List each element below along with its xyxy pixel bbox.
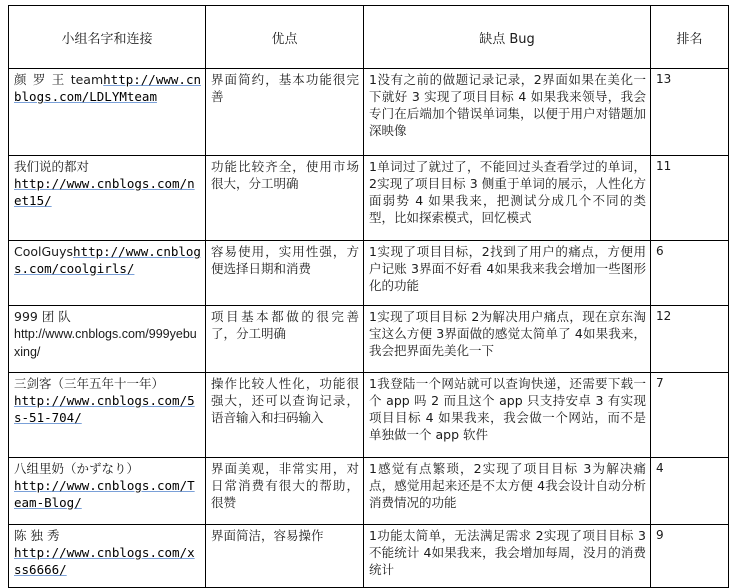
- team-link[interactable]: http://www.cnblogs.com/xss6666/: [14, 545, 195, 577]
- advantage-cell: 容易使用，实用性强，方便选择日期和消费: [206, 241, 364, 306]
- team-cell: [9, 525, 206, 588]
- advantage-cell: 操作比较人性化，功能很强大，还可以查询记录，语音输入和扫码输入: [206, 373, 364, 458]
- team-name: CoolGuys: [14, 244, 74, 259]
- team-link[interactable]: http://www.cnblogs.com/5s-51-704/: [14, 393, 195, 425]
- team-cell: [9, 373, 206, 458]
- team-cell: [9, 156, 206, 241]
- rank-cell: 4: [651, 458, 729, 525]
- bug-cell: 1我登陆一个网站就可以查询快递，还需要下载一个 app 吗 2 而且这个 app 只支持安卓 3 有实现项目目标 4 如果我来，我会做一个网站，而不是单独做一个 app 软件: [364, 373, 651, 458]
- header-name: 小组名字和连接: [9, 6, 206, 69]
- advantage-cell: 界面美观，非常实用，对日常消费有很大的帮助，很赞: [206, 458, 364, 525]
- team-cell: [9, 69, 206, 156]
- review-document: [8, 5, 728, 588]
- team-cell: [9, 241, 206, 306]
- header-bug: 缺点 Bug: [364, 6, 651, 69]
- header-advantage: 优点: [206, 6, 364, 69]
- rank-cell: 13: [651, 69, 729, 156]
- table-row: [9, 525, 729, 588]
- review-table: [8, 5, 729, 588]
- advantage-cell: 项目基本都做的很完善了，分工明确: [206, 306, 364, 373]
- advantage-cell: 界面简约，基本功能很完善: [206, 69, 364, 156]
- team-name: 三剑客（三年五年十一年）: [14, 376, 165, 391]
- header-rank: 排名: [651, 6, 729, 69]
- table-row: [9, 69, 729, 156]
- bug-cell: 1单词过了就过了，不能回过头查看学过的单词，2实现了项目目标 3 侧重于单词的展示，人性化方面弱势 4 如果我来，把测试分成几个不同的类型，比如探索模式，回忆模式: [364, 156, 651, 241]
- bug-cell: 1没有之前的做题记录记录，2界面如果在美化一下就好 3 实现了项目目标 4 如果我来领导，我会专门在后端加个错误单词集，以便于用户对错题加深映像: [364, 69, 651, 156]
- team-name: 八组里奶（かずなり）: [14, 461, 140, 476]
- team-name: 我们说的都对: [14, 159, 90, 174]
- rank-cell: 12: [651, 306, 729, 373]
- bug-cell: 1实现了项目目标 2为解决用户痛点，现在京东淘宝这么方便 3界面做的感觉太简单了 4如果我来，我会把界面先美化一下: [364, 306, 651, 373]
- team-name: 颜 罗 王 team: [14, 72, 104, 87]
- rank-cell: 6: [651, 241, 729, 306]
- advantage-cell: 界面简洁，容易操作: [206, 525, 364, 588]
- team-cell: [9, 306, 206, 373]
- bug-cell: 1功能太简单，无法满足需求 2实现了项目目标 3不能统计 4如果我来，我会增加每周，没月的消费统计: [364, 525, 651, 588]
- team-name: 陈 独 秀: [14, 528, 60, 543]
- team-cell: [9, 458, 206, 525]
- team-link[interactable]: http://www.cnblogs.com/net15/: [14, 176, 195, 208]
- table-row: [9, 306, 729, 373]
- rank-cell: 9: [651, 525, 729, 588]
- bug-cell: 1实现了项目目标，2找到了用户的痛点，方便用户记账 3界面不好看 4如果我来我会增加一些图形化的功能: [364, 241, 651, 306]
- bug-cell: 1感觉有点繁琐，2实现了项目目标 3为解决痛点，感觉用起来还是不太方便 4我会设计自动分析消费情况的功能: [364, 458, 651, 525]
- team-link[interactable]: http://www.cnblogs.com/LDLYMteam: [14, 72, 201, 104]
- rank-cell: 11: [651, 156, 729, 241]
- team-link[interactable]: http://www.cnblogs.com/coolgirls/: [14, 244, 201, 276]
- team-link[interactable]: http://www.cnblogs.com/999yebuxing/: [14, 327, 197, 359]
- rank-cell: 7: [651, 373, 729, 458]
- table-row: [9, 156, 729, 241]
- table-row: [9, 458, 729, 525]
- table-row: [9, 241, 729, 306]
- team-link[interactable]: http://www.cnblogs.com/Team-Blog/: [14, 478, 195, 510]
- table-row: [9, 373, 729, 458]
- team-name: 999 团 队: [14, 309, 71, 324]
- advantage-cell: 功能比较齐全，使用市场很大，分工明确: [206, 156, 364, 241]
- header-row: [9, 6, 729, 69]
